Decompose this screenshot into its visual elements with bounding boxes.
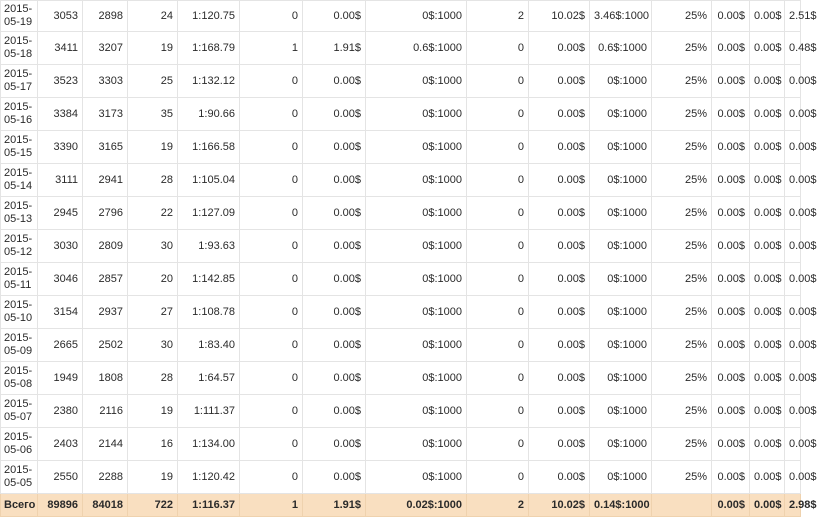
- cell-col8: 0: [467, 263, 529, 296]
- cell-date: 2015-05-08: [1, 362, 38, 395]
- cell-date: 2015-05-19: [1, 1, 38, 32]
- cell-col6: 1.91$: [303, 32, 366, 65]
- cell-col13: 0.00$: [750, 164, 785, 197]
- cell-col3: 19: [128, 32, 178, 65]
- cell-col6: 0.00$: [303, 362, 366, 395]
- table-row: [1, 296, 801, 329]
- cell-col10: 0$:1000: [590, 362, 652, 395]
- cell-col7: 0$:1000: [366, 197, 467, 230]
- cell-percent: 25%: [652, 296, 712, 329]
- cell-ratio: 1:83.40: [178, 329, 240, 362]
- cell-percent: 25%: [652, 263, 712, 296]
- cell-col3: 16: [128, 428, 178, 461]
- cell-col2: 2502: [83, 329, 128, 362]
- cell-col7: 0$:1000: [366, 1, 467, 32]
- cell-col14: 0.00$: [785, 131, 801, 164]
- cell-col5: 0: [240, 296, 303, 329]
- table-row: [1, 98, 801, 131]
- cell-col13: 0.00$: [750, 131, 785, 164]
- table-row: [1, 230, 801, 263]
- cell-col9: 0.00$: [529, 329, 590, 362]
- cell-col12: 0.00$: [712, 428, 750, 461]
- cell-col13: 0.00$: [750, 362, 785, 395]
- cell-col3: 20: [128, 263, 178, 296]
- cell-col6: 0.00$: [303, 230, 366, 263]
- cell-col12: 0.00$: [712, 65, 750, 98]
- cell-col6: 0.00$: [303, 98, 366, 131]
- cell-date: 2015-05-10: [1, 296, 38, 329]
- table-row: [1, 395, 801, 428]
- cell-col1: 3053: [38, 1, 83, 32]
- cell-col12: 0.00$: [712, 329, 750, 362]
- table-row: [1, 131, 801, 164]
- cell-ratio: 1:120.75: [178, 1, 240, 32]
- cell-col8: 0: [467, 329, 529, 362]
- table-row: [1, 197, 801, 230]
- cell-col7: 0$:1000: [366, 230, 467, 263]
- cell-col7: 0$:1000: [366, 131, 467, 164]
- total-cell-col13: 0.00$: [750, 494, 785, 517]
- cell-col5: 0: [240, 395, 303, 428]
- total-cell-col12: 0.00$: [712, 494, 750, 517]
- cell-col9: 0.00$: [529, 98, 590, 131]
- cell-ratio: 1:90.66: [178, 98, 240, 131]
- cell-col6: 0.00$: [303, 461, 366, 494]
- cell-col12: 0.00$: [712, 32, 750, 65]
- cell-date: 2015-05-16: [1, 98, 38, 131]
- cell-col2: 2144: [83, 428, 128, 461]
- cell-date: 2015-05-15: [1, 131, 38, 164]
- cell-col10: 0$:1000: [590, 263, 652, 296]
- cell-col5: 0: [240, 263, 303, 296]
- cell-col13: 0.00$: [750, 98, 785, 131]
- cell-col14: 0.00$: [785, 98, 801, 131]
- cell-col1: 3384: [38, 98, 83, 131]
- cell-col8: 2: [467, 1, 529, 32]
- cell-col2: 3303: [83, 65, 128, 98]
- cell-col3: 24: [128, 1, 178, 32]
- cell-date: 2015-05-14: [1, 164, 38, 197]
- total-cell-col9: 10.02$: [529, 494, 590, 517]
- cell-date: 2015-05-17: [1, 65, 38, 98]
- cell-col2: 1808: [83, 362, 128, 395]
- cell-col13: 0.00$: [750, 197, 785, 230]
- cell-col9: 0.00$: [529, 197, 590, 230]
- cell-col8: 0: [467, 428, 529, 461]
- table-row: [1, 164, 801, 197]
- cell-col9: 0.00$: [529, 164, 590, 197]
- cell-ratio: 1:64.57: [178, 362, 240, 395]
- cell-col1: 3046: [38, 263, 83, 296]
- cell-date: 2015-05-07: [1, 395, 38, 428]
- cell-percent: 25%: [652, 197, 712, 230]
- cell-col6: 0.00$: [303, 197, 366, 230]
- cell-percent: 25%: [652, 1, 712, 32]
- total-label: Всего: [1, 494, 38, 517]
- cell-col5: 0: [240, 65, 303, 98]
- cell-col13: 0.00$: [750, 296, 785, 329]
- cell-col6: 0.00$: [303, 329, 366, 362]
- cell-ratio: 1:111.37: [178, 395, 240, 428]
- cell-col3: 19: [128, 461, 178, 494]
- cell-col3: 35: [128, 98, 178, 131]
- total-cell-col7: 0.02$:1000: [366, 494, 467, 517]
- cell-col8: 0: [467, 230, 529, 263]
- cell-col12: 0.00$: [712, 296, 750, 329]
- total-cell-col1: 89896: [38, 494, 83, 517]
- cell-col3: 22: [128, 197, 178, 230]
- cell-col12: 0.00$: [712, 197, 750, 230]
- cell-col14: 0.00$: [785, 461, 801, 494]
- cell-col12: 0.00$: [712, 1, 750, 32]
- cell-ratio: 1:132.12: [178, 65, 240, 98]
- cell-col2: 2809: [83, 230, 128, 263]
- cell-ratio: 1:105.04: [178, 164, 240, 197]
- cell-col2: 2116: [83, 395, 128, 428]
- cell-percent: 25%: [652, 230, 712, 263]
- cell-percent: 25%: [652, 428, 712, 461]
- cell-col9: 0.00$: [529, 395, 590, 428]
- cell-col13: 0.00$: [750, 230, 785, 263]
- table-row: [1, 1, 801, 32]
- total-cell-col3: 722: [128, 494, 178, 517]
- cell-col14: 0.00$: [785, 329, 801, 362]
- cell-col14: 0.00$: [785, 197, 801, 230]
- cell-percent: 25%: [652, 329, 712, 362]
- cell-col8: 0: [467, 164, 529, 197]
- cell-col1: 2380: [38, 395, 83, 428]
- total-cell-percent: [652, 494, 712, 517]
- cell-date: 2015-05-18: [1, 32, 38, 65]
- cell-col1: 3154: [38, 296, 83, 329]
- cell-col6: 0.00$: [303, 164, 366, 197]
- total-row: [1, 494, 801, 517]
- cell-col1: 3390: [38, 131, 83, 164]
- total-cell-col5: 1: [240, 494, 303, 517]
- cell-col8: 0: [467, 197, 529, 230]
- cell-col1: 3523: [38, 65, 83, 98]
- cell-col7: 0$:1000: [366, 263, 467, 296]
- cell-ratio: 1:127.09: [178, 197, 240, 230]
- cell-col2: 2898: [83, 1, 128, 32]
- cell-col9: 0.00$: [529, 131, 590, 164]
- cell-col13: 0.00$: [750, 1, 785, 32]
- cell-col1: 2945: [38, 197, 83, 230]
- cell-col8: 0: [467, 98, 529, 131]
- cell-date: 2015-05-13: [1, 197, 38, 230]
- cell-col8: 0: [467, 395, 529, 428]
- cell-col7: 0.6$:1000: [366, 32, 467, 65]
- cell-col10: 0$:1000: [590, 197, 652, 230]
- cell-col2: 3207: [83, 32, 128, 65]
- cell-date: 2015-05-11: [1, 263, 38, 296]
- cell-ratio: 1:142.85: [178, 263, 240, 296]
- cell-percent: 25%: [652, 164, 712, 197]
- cell-col5: 0: [240, 1, 303, 32]
- cell-col7: 0$:1000: [366, 65, 467, 98]
- cell-percent: 25%: [652, 32, 712, 65]
- cell-col1: 3411: [38, 32, 83, 65]
- cell-ratio: 1:134.00: [178, 428, 240, 461]
- cell-col6: 0.00$: [303, 395, 366, 428]
- cell-col7: 0$:1000: [366, 362, 467, 395]
- cell-col7: 0$:1000: [366, 329, 467, 362]
- cell-col8: 0: [467, 131, 529, 164]
- cell-col10: 0$:1000: [590, 329, 652, 362]
- cell-col6: 0.00$: [303, 263, 366, 296]
- cell-col5: 0: [240, 461, 303, 494]
- cell-col12: 0.00$: [712, 395, 750, 428]
- cell-col14: 0.00$: [785, 230, 801, 263]
- cell-col3: 27: [128, 296, 178, 329]
- table-row: [1, 362, 801, 395]
- cell-percent: 25%: [652, 362, 712, 395]
- cell-col5: 0: [240, 362, 303, 395]
- cell-date: 2015-05-06: [1, 428, 38, 461]
- cell-col9: 0.00$: [529, 230, 590, 263]
- cell-col2: 2796: [83, 197, 128, 230]
- total-cell-col14: 2.98$: [785, 494, 801, 517]
- cell-col10: 0$:1000: [590, 461, 652, 494]
- cell-col14: 0.48$: [785, 32, 801, 65]
- stats-table-body: [1, 1, 817, 517]
- cell-col9: 10.02$: [529, 1, 590, 32]
- cell-col10: 0$:1000: [590, 98, 652, 131]
- total-cell-col6: 1.91$: [303, 494, 366, 517]
- cell-col5: 0: [240, 164, 303, 197]
- cell-col8: 0: [467, 65, 529, 98]
- cell-col13: 0.00$: [750, 395, 785, 428]
- cell-col3: 30: [128, 230, 178, 263]
- cell-col2: 3173: [83, 98, 128, 131]
- cell-col10: 3.46$:1000: [590, 1, 652, 32]
- cell-col13: 0.00$: [750, 65, 785, 98]
- cell-col1: 3030: [38, 230, 83, 263]
- cell-date: 2015-05-05: [1, 461, 38, 494]
- cell-percent: 25%: [652, 131, 712, 164]
- cell-col10: 0.6$:1000: [590, 32, 652, 65]
- cell-col10: 0$:1000: [590, 395, 652, 428]
- cell-percent: 25%: [652, 98, 712, 131]
- cell-col9: 0.00$: [529, 362, 590, 395]
- cell-percent: 25%: [652, 395, 712, 428]
- cell-col12: 0.00$: [712, 362, 750, 395]
- cell-col3: 19: [128, 395, 178, 428]
- cell-col5: 0: [240, 329, 303, 362]
- cell-col1: 2550: [38, 461, 83, 494]
- cell-col7: 0$:1000: [366, 461, 467, 494]
- cell-col12: 0.00$: [712, 98, 750, 131]
- total-cell-col2: 84018: [83, 494, 128, 517]
- cell-col14: 0.00$: [785, 362, 801, 395]
- cell-col12: 0.00$: [712, 230, 750, 263]
- cell-col8: 0: [467, 461, 529, 494]
- cell-col3: 19: [128, 131, 178, 164]
- cell-col13: 0.00$: [750, 428, 785, 461]
- table-row: [1, 428, 801, 461]
- cell-col2: 2857: [83, 263, 128, 296]
- cell-col10: 0$:1000: [590, 230, 652, 263]
- cell-col6: 0.00$: [303, 65, 366, 98]
- table-row: [1, 461, 801, 494]
- cell-col5: 0: [240, 131, 303, 164]
- cell-col9: 0.00$: [529, 296, 590, 329]
- cell-col14: 0.00$: [785, 164, 801, 197]
- table-row: [1, 32, 801, 65]
- cell-col14: 0.00$: [785, 428, 801, 461]
- cell-col14: 0.00$: [785, 296, 801, 329]
- cell-col3: 25: [128, 65, 178, 98]
- cell-col13: 0.00$: [750, 461, 785, 494]
- cell-col14: 0.00$: [785, 395, 801, 428]
- cell-col7: 0$:1000: [366, 98, 467, 131]
- cell-col3: 28: [128, 362, 178, 395]
- cell-col7: 0$:1000: [366, 395, 467, 428]
- cell-ratio: 1:108.78: [178, 296, 240, 329]
- cell-col12: 0.00$: [712, 263, 750, 296]
- cell-col7: 0$:1000: [366, 164, 467, 197]
- cell-col9: 0.00$: [529, 263, 590, 296]
- total-cell-ratio: 1:116.37: [178, 494, 240, 517]
- cell-percent: 25%: [652, 65, 712, 98]
- cell-col2: 2937: [83, 296, 128, 329]
- cell-col1: 2665: [38, 329, 83, 362]
- cell-date: 2015-05-12: [1, 230, 38, 263]
- total-cell-col10: 0.14$:1000: [590, 494, 652, 517]
- cell-col14: 0.00$: [785, 65, 801, 98]
- cell-col1: 2403: [38, 428, 83, 461]
- cell-col9: 0.00$: [529, 428, 590, 461]
- cell-col9: 0.00$: [529, 461, 590, 494]
- cell-col10: 0$:1000: [590, 65, 652, 98]
- cell-ratio: 1:93.63: [178, 230, 240, 263]
- cell-col5: 0: [240, 98, 303, 131]
- cell-col14: 0.00$: [785, 263, 801, 296]
- cell-col10: 0$:1000: [590, 428, 652, 461]
- cell-col10: 0$:1000: [590, 296, 652, 329]
- cell-col13: 0.00$: [750, 32, 785, 65]
- cell-col7: 0$:1000: [366, 296, 467, 329]
- cell-col6: 0.00$: [303, 131, 366, 164]
- cell-col13: 0.00$: [750, 329, 785, 362]
- cell-ratio: 1:120.42: [178, 461, 240, 494]
- table-row: [1, 263, 801, 296]
- cell-col6: 0.00$: [303, 296, 366, 329]
- cell-col12: 0.00$: [712, 164, 750, 197]
- cell-col5: 0: [240, 428, 303, 461]
- cell-col5: 0: [240, 197, 303, 230]
- cell-col10: 0$:1000: [590, 164, 652, 197]
- cell-col9: 0.00$: [529, 65, 590, 98]
- cell-col5: 1: [240, 32, 303, 65]
- cell-col3: 30: [128, 329, 178, 362]
- cell-col1: 1949: [38, 362, 83, 395]
- cell-col2: 2288: [83, 461, 128, 494]
- cell-col13: 0.00$: [750, 263, 785, 296]
- cell-col2: 3165: [83, 131, 128, 164]
- table-row: [1, 65, 801, 98]
- cell-date: 2015-05-09: [1, 329, 38, 362]
- cell-col1: 3111: [38, 164, 83, 197]
- cell-ratio: 1:166.58: [178, 131, 240, 164]
- cell-col3: 28: [128, 164, 178, 197]
- cell-col6: 0.00$: [303, 428, 366, 461]
- cell-col14: 2.51$: [785, 1, 801, 32]
- cell-col9: 0.00$: [529, 32, 590, 65]
- cell-percent: 25%: [652, 461, 712, 494]
- cell-col2: 2941: [83, 164, 128, 197]
- cell-col6: 0.00$: [303, 1, 366, 32]
- total-cell-col8: 2: [467, 494, 529, 517]
- cell-col7: 0$:1000: [366, 428, 467, 461]
- cell-col12: 0.00$: [712, 461, 750, 494]
- cell-ratio: 1:168.79: [178, 32, 240, 65]
- cell-col8: 0: [467, 32, 529, 65]
- cell-col12: 0.00$: [712, 131, 750, 164]
- table-row: [1, 329, 801, 362]
- cell-col8: 0: [467, 296, 529, 329]
- cell-col5: 0: [240, 230, 303, 263]
- cell-col10: 0$:1000: [590, 131, 652, 164]
- cell-col8: 0: [467, 362, 529, 395]
